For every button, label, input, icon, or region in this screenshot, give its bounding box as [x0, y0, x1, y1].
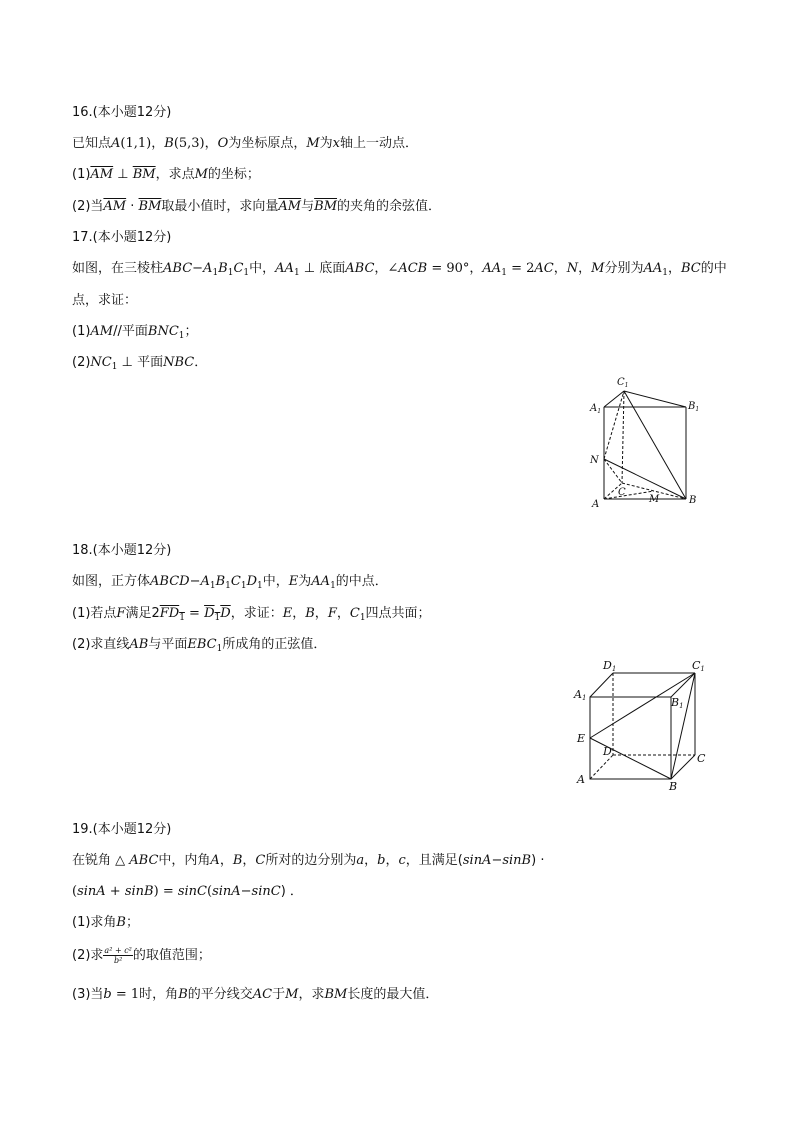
q18-part2: (2)求直线AB与平面$EBC_1$所成角的正弦值．	[72, 637, 327, 654]
prism-figure	[585, 370, 705, 515]
cube-figure	[565, 652, 725, 797]
edge-n-c	[604, 459, 622, 483]
edge-b-c1	[671, 673, 695, 779]
label-a1: A1	[574, 688, 587, 702]
q17-part2: $(2)NC_1$ ⊥ 平面NBC．	[72, 355, 208, 372]
label-a1: $A_1$	[590, 403, 602, 415]
q17-stem-line2: 点，求证：	[72, 293, 138, 308]
label-b1: B1	[671, 696, 684, 710]
edge-n-b	[604, 459, 686, 499]
label-b: B	[689, 495, 697, 506]
label-c: C	[618, 487, 626, 498]
label-m: M	[649, 494, 660, 505]
q17-stem-line1: 如图，在三棱柱$ABC-A_1B_1C_1$中，$AA_1$ ⊥ 底面ABC，∠ACB = 90°，$AA_1 = 2AC$，N，M分别为$AA_1$，BC的中	[72, 261, 727, 278]
edge-a1-c1	[604, 391, 624, 407]
q17-header: 17.(本小题12分)	[72, 230, 172, 245]
q18-header: 18.(本小题12分)	[72, 543, 172, 558]
q19-part1: (1)求角B；	[72, 915, 139, 930]
q16-stem: 已知点A(1,1)，B(5,3)，O为坐标原点，M为x轴上一动点．	[72, 136, 419, 151]
q19-header: 19.(本小题12分)	[72, 822, 172, 837]
fraction: $\frac{\text{a² + c²}}{\text{b²}}$	[104, 946, 132, 965]
label-b: B	[669, 780, 678, 793]
edge-a-d	[590, 755, 613, 779]
label-b1: $B_1$	[688, 401, 700, 413]
label-c1: C1	[692, 659, 705, 673]
label-d1: D1	[603, 659, 617, 673]
q16-part2: (2)当$\overline{AM} \cdot \overline{BM}$取最小值时，求向量$\overline{AM}$与$\overline{BM}$的夹角的余弦值．	[72, 199, 442, 214]
label-c1: $C_1$	[617, 377, 629, 389]
edge-c1-c	[622, 391, 624, 483]
edge-b1-c1	[671, 673, 695, 697]
label-a: A	[592, 499, 600, 510]
label-a: A	[577, 773, 585, 786]
q18-part1: (1)若点F满足$2FD_1 = D_1D$，求证：E，B，F，$C_1$四点共面；	[72, 606, 431, 623]
q19-stem-line2: (sinA + sinB) = sinC(sinA−sinC) ．	[72, 884, 303, 899]
q18-stem: 如图，正方体$ABCD-A_1B_1C_1D_1$中，E为$AA_1$的中点．	[72, 574, 388, 591]
edge-n-c1	[604, 391, 624, 459]
q16-part1: $(1)\overline{AM}$ ⊥ $\overline{BM}$，求点M的坐标；	[72, 167, 260, 182]
q19-part3: (3)当b = 1时，角B的平分线交AC于M，求BM长度的最大值．	[72, 987, 439, 1002]
label-c: C	[697, 752, 706, 765]
label-n: N	[590, 455, 599, 466]
q17-part1: (1)AM//平面$BNC_1$；	[72, 324, 198, 341]
edge-c1-b1	[624, 391, 686, 407]
q19-part2: (2)求 $\frac{\text{a² + c²}}{\text{b²}}$ 的取值范围；	[72, 946, 211, 965]
q19-stem-line1: 在锐角 △ ABC中，内角A，B，C所对的边分别为a，b，c，且满足(sinA−sinB) ·	[72, 853, 545, 868]
edge-a1-d1	[590, 673, 613, 697]
label-e: E	[577, 732, 586, 745]
label-d: D	[603, 745, 612, 758]
q16-header: 16.(本小题12分)	[72, 105, 172, 120]
edge-b-c	[671, 755, 695, 779]
